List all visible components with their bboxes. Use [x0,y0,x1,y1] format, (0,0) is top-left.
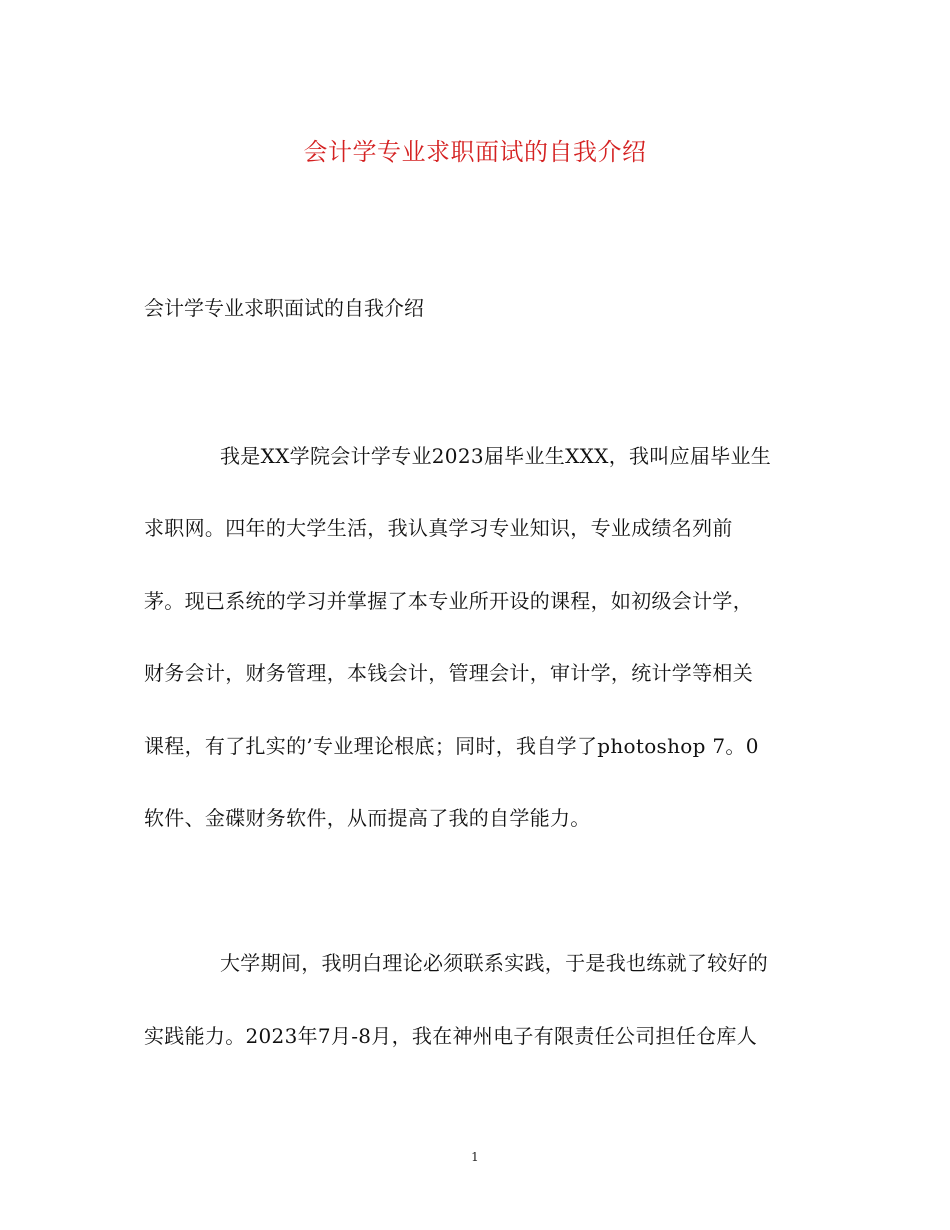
paragraph1-line: 我是XX学院会计学专业2023届毕业生XXX，我叫应届毕业生 [220,444,772,468]
paragraph2-line: 实践能力。2023年7月-8月，我在神州电子有限责任公司担任仓库人 [144,1024,758,1048]
paragraph2-line: 大学期间，我明白理论必须联系实践，于是我也练就了较好的 [220,951,769,975]
paragraph1-line: 课程，有了扎实的’专业理论根底；同时，我自学了photoshop 7。0 [144,734,759,758]
page-number: 1 [471,1150,479,1164]
paragraph1-line: 软件、金碟财务软件，从而提高了我的自学能力。 [144,806,591,830]
paragraph1-line: 茅。现已系统的学习并掌握了本专业所开设的课程，如初级会计学， [144,589,753,613]
paragraph1-line: 求职网。四年的大学生活，我认真学习专业知识，专业成绩名列前 [144,516,733,540]
paragraph1-line: 财务会计，财务管理，本钱会计，管理会计，审计学，统计学等相关 [144,661,753,685]
document-subtitle: 会计学专业求职面试的自我介绍 [144,296,424,320]
document-title: 会计学专业求职面试的自我介绍 [303,138,647,166]
